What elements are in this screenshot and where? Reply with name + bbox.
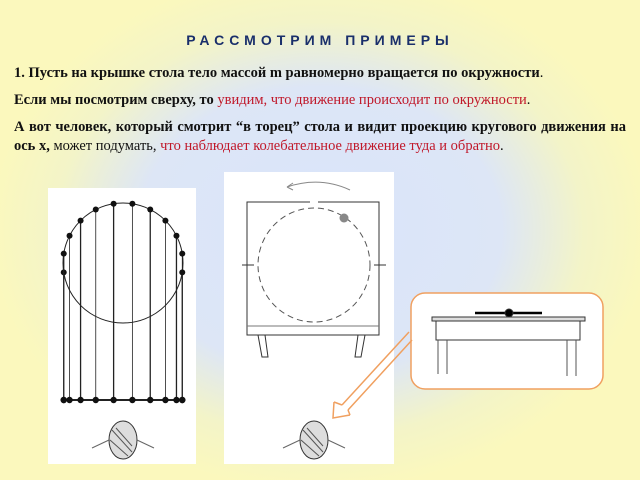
p3-red: что наблюдает колебательное движение туда и обратно xyxy=(160,138,500,154)
head-left-icon xyxy=(92,421,154,459)
slide-title: РАССМОТРИМ ПРИМЕРЫ xyxy=(186,32,454,48)
projection-point xyxy=(162,397,168,403)
circle-point xyxy=(179,251,185,257)
projection-point xyxy=(110,397,116,403)
circle-point xyxy=(162,218,168,224)
p2-red: увидим, что движение происходит по окружности xyxy=(217,92,527,108)
callout-side-view xyxy=(411,293,603,389)
projection-point xyxy=(93,397,99,403)
circle-point xyxy=(179,269,185,275)
p3-bold: А вот человек, который смотрит “в торец” стола и видит проекцию кругового движения на ось х, xyxy=(14,119,626,154)
view-arrow-icon xyxy=(333,332,412,418)
circle-point xyxy=(61,251,67,257)
p2-bold: Если мы посмотрим сверху, то xyxy=(14,92,214,108)
p1-end: . xyxy=(539,65,544,81)
projection-point xyxy=(179,397,185,403)
circle-point xyxy=(67,233,73,239)
projection-point xyxy=(147,397,153,403)
circle-point xyxy=(129,201,135,207)
p3-normal: может подумать, xyxy=(53,138,157,154)
projection-point xyxy=(129,397,135,403)
table-top-view xyxy=(242,182,386,357)
projection-point xyxy=(61,397,67,403)
projection-point xyxy=(173,397,179,403)
p1-text: 1. Пусть на крышке стола тело массой m равномерно вращается по окружности xyxy=(14,65,540,81)
circle-point xyxy=(111,201,117,207)
body-dot xyxy=(340,214,349,223)
circle-point xyxy=(78,218,84,224)
circle-point xyxy=(93,207,99,213)
circle-point xyxy=(147,207,153,213)
p2-end: . xyxy=(526,92,531,108)
circle-point xyxy=(173,233,179,239)
p3-end: . xyxy=(499,138,504,154)
projection-point xyxy=(66,397,72,403)
circle-projection xyxy=(61,201,186,403)
head-center-icon xyxy=(283,421,345,459)
projection-point xyxy=(77,397,83,403)
